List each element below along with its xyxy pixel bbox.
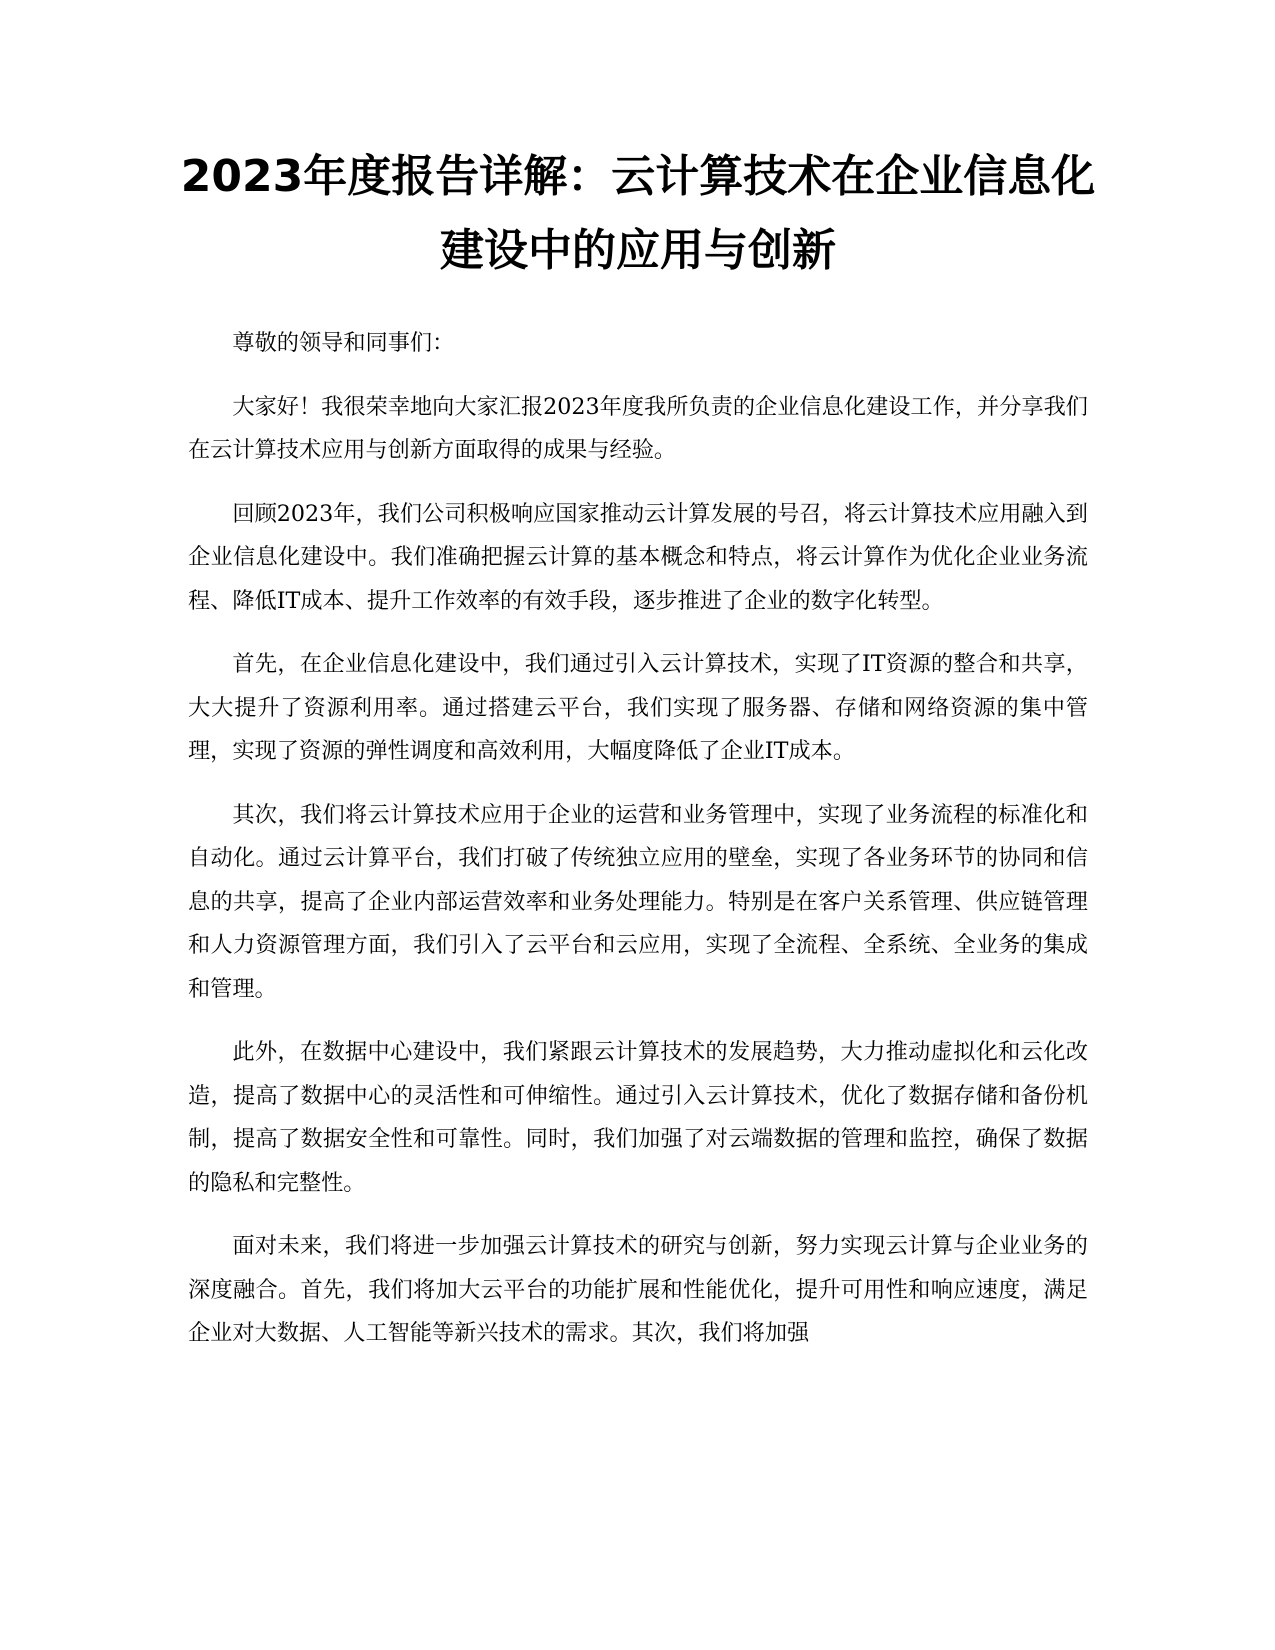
- document-body: [188, 322, 1088, 1376]
- paragraph-second: 其次，我们将云计算技术应用于企业的运营和业务管理中，实现了业务流程的标准化和自动化。通过云计算平台，我们打破了传统独立应用的壁垒，实现了各业务环节的协同和信息的共享，提高了企业内部运营效率和业务处理能力。特别是在客户关系管理、供应链管理和人力资源管理方面，我们引入了云平台和云应用，实现了全流程、全系统、全业务的集成和管理。: [188, 801, 1088, 1002]
- paragraph-greeting: 大家好！我很荣幸地向大家汇报2023年度我所负责的企业信息化建设工作，并分享我们在云计算技术应用与创新方面取得的成果与经验。: [188, 393, 1088, 463]
- paragraph-future: 面对未来，我们将进一步加强云计算技术的研究与创新，努力实现云计算与企业业务的深度融合。首先，我们将加大云平台的功能扩展和性能优化，提升可用性和响应速度，满足企业对大数据、人工智能等新兴技术的需求。其次，我们将加强: [188, 1233, 1088, 1346]
- paragraph-salutation: 尊敬的领导和同事们：: [232, 330, 455, 356]
- paragraph-first: 首先，在企业信息化建设中，我们通过引入云计算技术，实现了IT资源的整合和共享，大大提升了资源利用率。通过搭建云平台，我们实现了服务器、存储和网络资源的集中管理，实现了资源的弹性调度和高效利用，大幅度降低了企业IT成本。: [188, 651, 1088, 764]
- document-title: 2023年度报告详解：云计算技术在企业信息化建设中的应用与创新: [180, 151, 1096, 276]
- paragraph-review: 回顾2023年，我们公司积极响应国家推动云计算发展的号召，将云计算技术应用融入到企业信息化建设中。我们准确把握云计算的基本概念和特点，将云计算作为优化企业业务流程、降低IT成本、提升工作效率的有效手段，逐步推进了企业的数字化转型。: [188, 500, 1088, 614]
- paragraph-data-center: 此外，在数据中心建设中，我们紧跟云计算技术的发展趋势，大力推动虚拟化和云化改造，提高了数据中心的灵活性和可伸缩性。通过引入云计算技术，优化了数据存储和备份机制，提高了数据安全性和可靠性。同时，我们加强了对云端数据的管理和监控，确保了数据的隐私和完整性。: [188, 1039, 1088, 1196]
